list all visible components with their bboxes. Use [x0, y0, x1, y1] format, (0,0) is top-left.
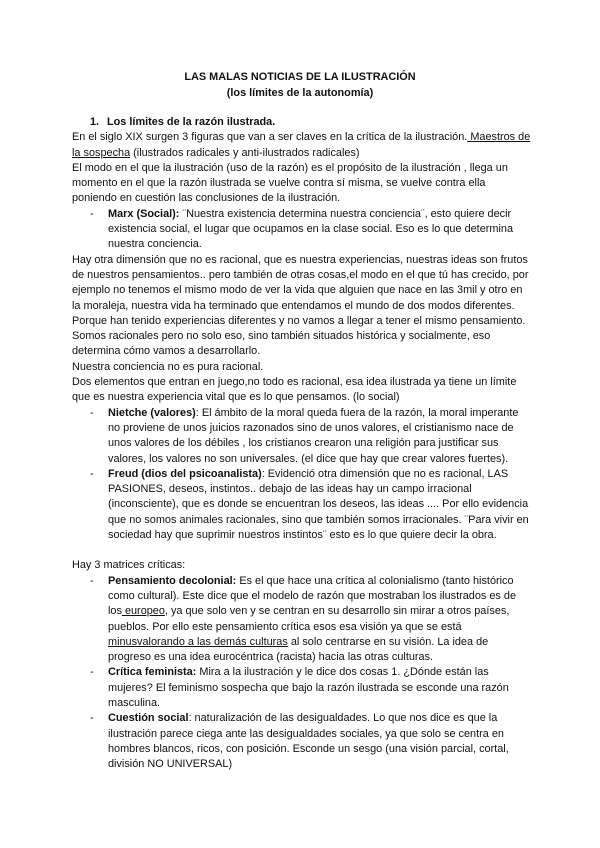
bullet-dash: -	[90, 666, 94, 679]
social-text: : naturalización de las desigualdades. Lo que nos dice es que la ilustración parece ciega ante las desigualdades sociales, ya que solo se centra en hombres blancos, ricos, con posición. Esconde un sesgo (una visión parcial, cortal, división NO UNIVERSAL)	[108, 712, 509, 771]
decolonial-label: Pensamiento decolonial:	[108, 574, 237, 587]
document-body	[72, 115, 532, 772]
paragraph-maestros	[72, 130, 532, 161]
paragraph-matrices: Hay 3 matrices críticas:	[72, 559, 186, 572]
paragraph-text: En el siglo XIX surgen 3 figuras que van a ser claves en la crítica de la ilustración.	[72, 131, 468, 144]
paragraph-elementos: Dos elementos que entran en juego,no todo es racional, esa idea ilustrada ya tiene un límite que es nuestra experiencia vital que es lo que pensamos. (lo social)	[72, 376, 517, 404]
nietzsche-label: Nietche (valores)	[108, 406, 196, 419]
section-1-number: 1.	[90, 116, 100, 128]
paragraph-racionales: Somos racionales pero no solo eso, sino también situados histórica y socialmente, eso determina cómo vamos a desarrollarlo.	[72, 330, 491, 358]
bullet-dash: -	[90, 406, 94, 419]
bullet-marx	[72, 207, 532, 253]
feminista-text: Mira a la ilustración y le dice dos cosas 1. ¿Dónde están las mujeres? El feminismo sospecha que bajo la razón ilustrada se esconde una razón masculina.	[108, 666, 509, 709]
section-1-title: Los límites de la razón ilustrada.	[107, 116, 276, 128]
freud-label: Freud (dios del psicoanalista)	[108, 467, 262, 480]
paragraph-razon: El modo en el que la ilustración (uso de la razón) es el propósito de la ilustración , llega un momento en el que la razón ilustrada se vuelve contra sí misma, se vuelve contra ella poniendo en cuestión las conclusiones de la ilustración.	[72, 161, 508, 205]
marx-label: Marx (Social):	[108, 207, 180, 220]
maestros-link: Maestros de la sospecha	[72, 131, 531, 159]
decolonial-text: al solo centrarse en su visión. La idea de progreso es una idea eurocéntrica (racista) hacia las otras culturas.	[108, 635, 489, 664]
paragraph-text: (ilustrados radicales y anti-ilustrados radicales)	[130, 146, 360, 159]
bullet-dash: -	[90, 467, 94, 480]
bullet-nietzsche	[72, 406, 532, 467]
bullet-feminista	[72, 665, 532, 711]
freud-text: : Evidenció otra dimensión que no es racional, LAS PASIONES, deseos, instintos.. debajo de las ideas hay un campo irracional (inconsciente), que es donde se encuentran los deseos, las ideas .... Por ello evidencia que no somos animales racionales, sino que también somos irracionales. ¨Para vivir en sociedad hay que suprimir nuestros instintos¨ esto es lo que quiere decir la obra.	[108, 467, 529, 542]
europeo-link: europeo	[121, 605, 165, 618]
bullet-dash: -	[90, 207, 94, 220]
bullet-dash: -	[90, 574, 94, 587]
nietzsche-text: : El ámbito de la moral queda fuera de la razón, la moral imperante no proviene de unos juicios razonados sino de unos valores, el cristianismo nace de unos valores de los débiles , los cristianos crearon una religión para justificar sus valores, los valores no son universales. (el dice que hay que crear valores fuertes).	[108, 406, 519, 465]
feminista-label: Crítica feminista:	[108, 666, 197, 679]
spacer	[72, 543, 532, 558]
marx-text: ¨Nuestra existencia determina nuestra conciencia¨, esto quiere decir existencia social, el lugar que ocupamos en la clase social. Eso es lo que determina nuestra conciencia.	[108, 207, 513, 251]
paragraph-dimension: Hay otra dimensión que no es racional, que es nuestra experiencias, nuestras ideas son frutos de nuestros pensamientos.. pero también de otras cosas,el modo en el que tú has crecido, por ejemplo no tenemos el mismo modo de ver la vida que alguien que nace en las 3mil y otro en la moraleja, nuestra vida ha terminado que entendamos el mundo de dos modos diferentes. Porque han tenido experiencias diferentes y no vamos a llegar a tener el mismo pensamiento.	[72, 253, 529, 327]
bullet-dash: -	[90, 712, 94, 725]
bullet-decolonial	[72, 574, 532, 666]
section-1-heading	[72, 115, 532, 130]
document-title: LAS MALAS NOTICIAS DE LA ILUSTRACIÓN	[184, 71, 416, 83]
social-label: Cuestión social	[108, 712, 189, 725]
document-subtitle: (los límites de la autonomía)	[226, 87, 374, 99]
decolonial-text: , ya que solo ven y se centran en su desarrollo sin mirar a otros países, pueblos. Por ello este pensamiento crítica esos esa visión ya que se está	[108, 605, 510, 633]
paragraph-conciencia: Nuestra conciencia no es pura racional.	[72, 360, 264, 373]
minusvalorando-link: minusvalorando a las demás culturas	[108, 635, 288, 648]
decolonial-text: Es el que hace una crítica al colonialismo (tanto histórico como cultural). Este dice que el modelo de razón que mostraban los ilustrados es de los	[108, 574, 517, 618]
bullet-social	[72, 711, 532, 772]
bullet-freud	[72, 467, 532, 543]
